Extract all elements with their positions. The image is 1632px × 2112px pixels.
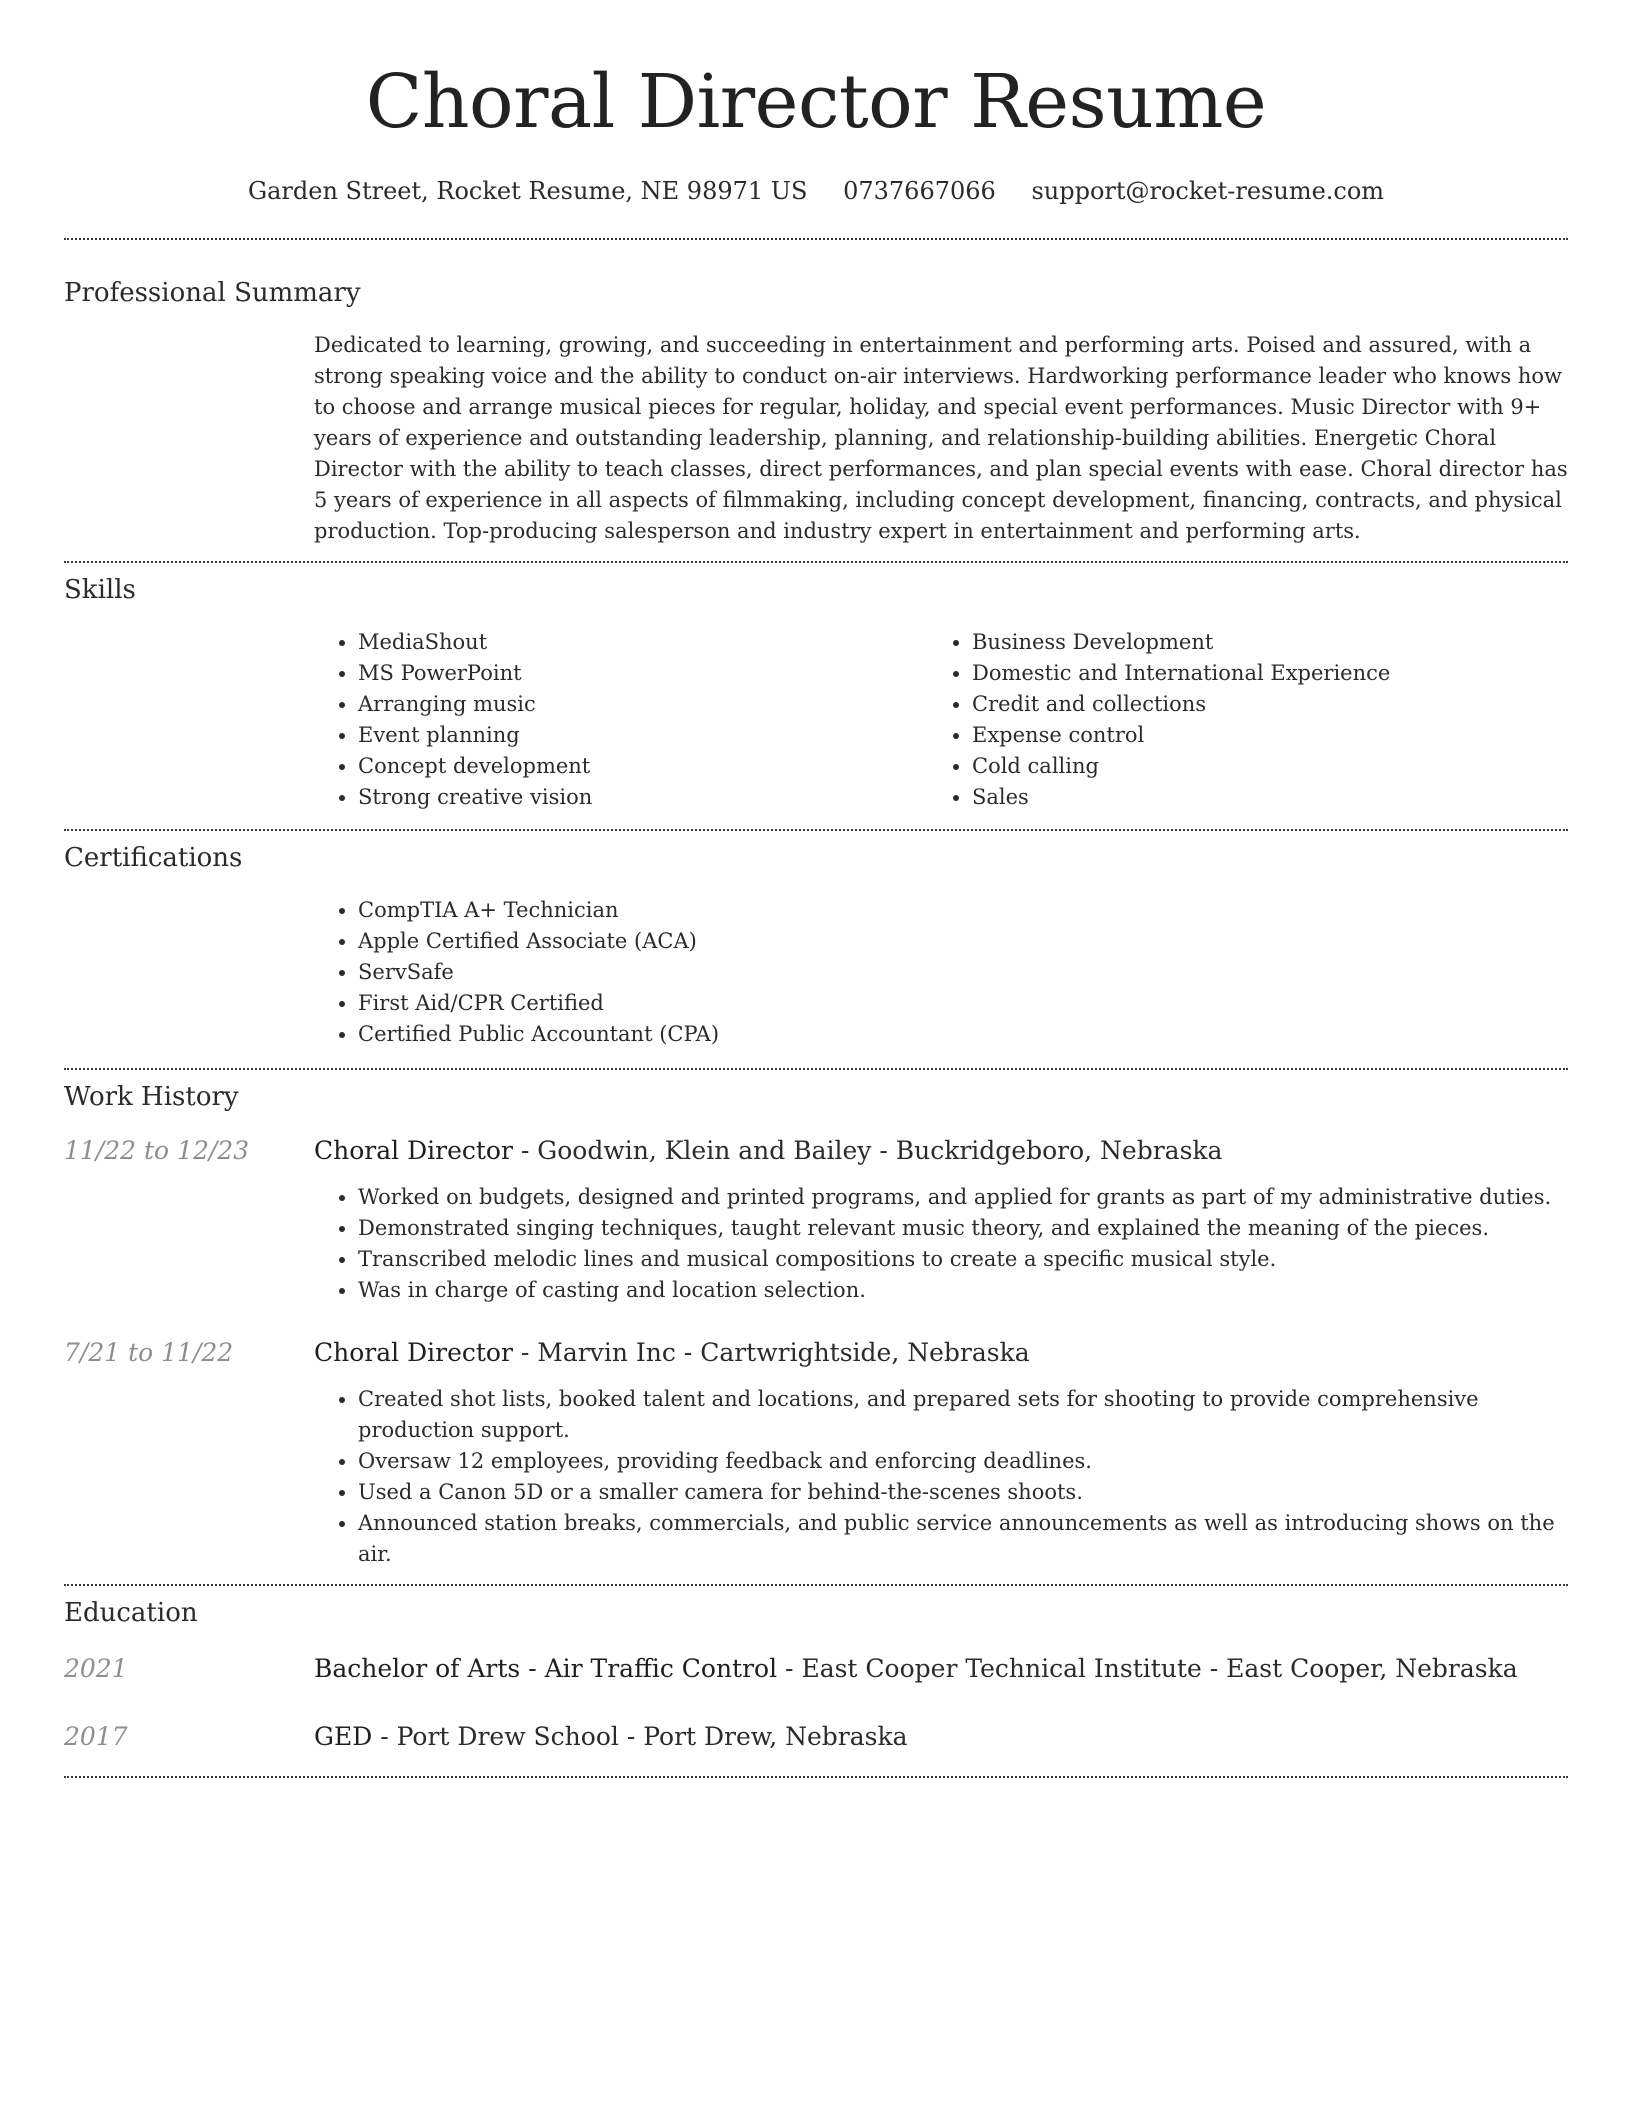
job-details: - Marvin Inc - Cartwrightside, Nebraska (512, 1338, 1030, 1367)
skills-column-left (314, 627, 928, 813)
work-entry-bullets (314, 1182, 1568, 1306)
education-details: - Port Drew School - Port Drew, Nebraska (372, 1722, 908, 1751)
section-title-skills: Skills (64, 575, 136, 605)
certifications-body (314, 895, 1568, 1050)
education-entry (64, 1652, 1568, 1686)
work-entry-title (314, 1336, 1030, 1370)
skills-grid (314, 627, 1568, 813)
list-item: • Used a Canon 5D or a smaller camera for behind-the-scenes shoots. (358, 1477, 1568, 1508)
summary-text: Dedicated to learning, growing, and succeeding in entertainment and performing arts. Poised and assured, with a strong speaking voice and the ability to conduct on-air interviews. Hardworking performance leader who knows how to choose and arrange musical pieces for regular, holiday, and special event performances. Music Director with 9+ years of experience and outstanding leadership, planning, and relationship-building abilities. Energetic Choral Director with the ability to teach classes, direct performances, and plan special events with ease. Choral director has 5 years of experience in all aspects of filmmaking, including concept development, financing, contracts, and physical production. Top-producing salesperson and industry expert in entertainment and performing arts. (314, 333, 1568, 543)
job-role: Choral Director (314, 1338, 513, 1367)
section-title-certifications: Certifications (64, 843, 243, 873)
list-item: • CompTIA A+ Technician (358, 895, 1568, 926)
education-degree: GED (314, 1722, 373, 1751)
job-bullet-list (314, 1384, 1568, 1570)
list-item: • Created shot lists, booked talent and locations, and prepared sets for shooting to provide comprehensive production support. (358, 1384, 1568, 1446)
education-year: 2021 (64, 1654, 128, 1683)
education-details: - East Cooper Technical Institute - East Cooper, Nebraska (777, 1654, 1518, 1683)
contact-email: support@rocket-resume.com (1031, 177, 1385, 205)
education-degree: Bachelor of Arts - Air Traffic Control (314, 1654, 778, 1683)
resume-header (64, 0, 1568, 208)
work-entry-bullets (314, 1384, 1568, 1570)
education-title (314, 1720, 908, 1754)
education-entry (64, 1720, 1568, 1754)
list-item: • Was in charge of casting and location selection. (358, 1275, 1568, 1306)
job-role: Choral Director (314, 1136, 513, 1165)
list-item: • MS PowerPoint (358, 658, 928, 689)
work-entry-dates: 7/21 to 11/22 (64, 1338, 234, 1367)
page-title: Choral Director Resume (365, 59, 1267, 145)
job-details: - Goodwin, Klein and Bailey - Buckridgeboro, Nebraska (512, 1136, 1223, 1165)
section-title-education: Education (64, 1598, 198, 1628)
divider (64, 1776, 1568, 1778)
section-title-summary: Professional Summary (64, 278, 361, 308)
contact-phone: 0737667066 (843, 177, 996, 205)
list-item: • Credit and collections (972, 689, 1542, 720)
summary-section (64, 240, 1568, 547)
skills-section (64, 563, 1568, 813)
list-item: • Oversaw 12 employees, providing feedback and enforcing deadlines. (358, 1446, 1568, 1477)
contact-address: Garden Street, Rocket Resume, NE 98971 US (247, 177, 808, 205)
list-item: • Apple Certified Associate (ACA) (358, 926, 1568, 957)
section-title-work-history: Work History (64, 1082, 239, 1112)
list-item: • Expense control (972, 720, 1542, 751)
list-item: • MediaShout (358, 627, 928, 658)
work-entry-header (64, 1134, 1568, 1168)
education-section (64, 1586, 1568, 1754)
list-item: • Business Development (972, 627, 1542, 658)
list-item: • Transcribed melodic lines and musical compositions to create a specific musical style. (358, 1244, 1568, 1275)
certifications-section (64, 831, 1568, 1050)
work-entry (64, 1336, 1568, 1570)
work-history-section (64, 1070, 1568, 1570)
job-bullet-list (314, 1182, 1568, 1306)
list-item: • Arranging music (358, 689, 928, 720)
skills-list-left (314, 627, 928, 813)
work-entry-title (314, 1134, 1222, 1168)
list-item: • Demonstrated singing techniques, taught relevant music theory, and explained the meaning of the pieces. (358, 1213, 1568, 1244)
certifications-list (314, 895, 1568, 1050)
list-item: • Domestic and International Experience (972, 658, 1542, 689)
education-title (314, 1652, 1518, 1686)
list-item: • Announced station breaks, commercials, and public service announcements as well as introducing shows on the air. (358, 1508, 1568, 1570)
work-entry-header (64, 1336, 1568, 1370)
work-entry (64, 1134, 1568, 1306)
list-item: • First Aid/CPR Certified (358, 988, 1568, 1019)
skills-list-right (928, 627, 1542, 813)
list-item: • Cold calling (972, 751, 1542, 782)
list-item: • Worked on budgets, designed and printed programs, and applied for grants as part of my administrative duties. (358, 1182, 1568, 1213)
list-item: • Concept development (358, 751, 928, 782)
list-item: • Strong creative vision (358, 782, 928, 813)
list-item: • ServSafe (358, 957, 1568, 988)
list-item: • Event planning (358, 720, 928, 751)
list-item: • Sales (972, 782, 1542, 813)
education-year: 2017 (64, 1722, 128, 1751)
list-item: • Certified Public Accountant (CPA) (358, 1019, 1568, 1050)
skills-column-right (928, 627, 1542, 813)
work-entry-dates: 11/22 to 12/23 (64, 1136, 250, 1165)
contact-line (64, 174, 1568, 208)
